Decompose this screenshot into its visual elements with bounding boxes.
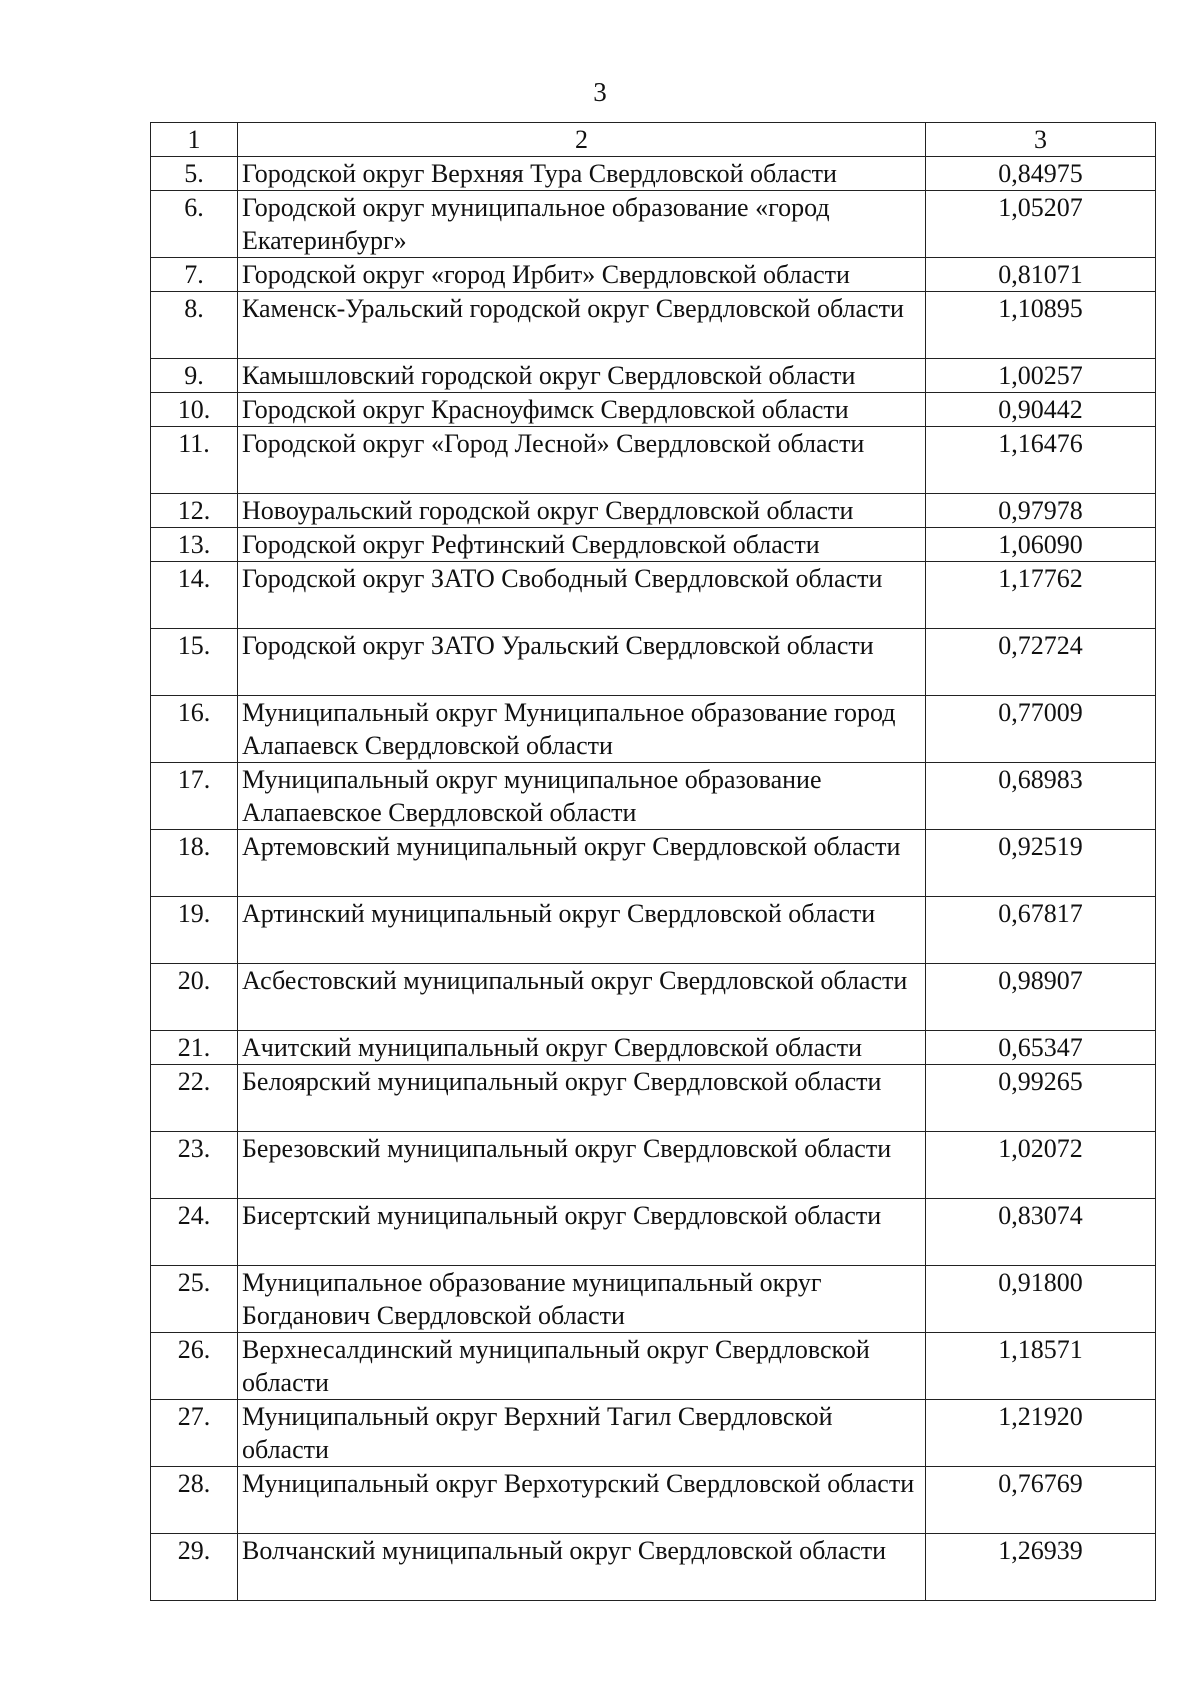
table-row	[151, 393, 1156, 427]
table-row	[151, 427, 1156, 494]
table-row	[151, 359, 1156, 393]
municipality-name-cell: Артинский муниципальный округ Свердловской области	[238, 897, 926, 964]
row-number-cell: 18.	[151, 830, 238, 897]
municipality-name-cell: Асбестовский муниципальный округ Свердловской области	[238, 964, 926, 1031]
table-row	[151, 1266, 1156, 1333]
coefficient-value-cell: 1,02072	[926, 1132, 1156, 1199]
row-number-cell: 15.	[151, 629, 238, 696]
municipality-name-cell: Городской округ ЗАТО Свободный Свердловской области	[238, 562, 926, 629]
municipality-name-cell: Городской округ «город Ирбит» Свердловской области	[238, 258, 926, 292]
row-number-cell: 20.	[151, 964, 238, 1031]
header-cell-name: 2	[238, 123, 926, 157]
municipality-name-cell: Муниципальный округ Муниципальное образование город Алапаевск Свердловской области	[238, 696, 926, 763]
municipality-name-cell: Артемовский муниципальный округ Свердловской области	[238, 830, 926, 897]
header-cell-number: 1	[151, 123, 238, 157]
municipality-name-cell: Березовский муниципальный округ Свердловской области	[238, 1132, 926, 1199]
municipality-name-cell: Городской округ ЗАТО Уральский Свердловской области	[238, 629, 926, 696]
table-row	[151, 528, 1156, 562]
row-number-cell: 12.	[151, 494, 238, 528]
municipality-name-cell: Волчанский муниципальный округ Свердловской области	[238, 1534, 926, 1601]
row-number-cell: 9.	[151, 359, 238, 393]
coefficient-value-cell: 0,65347	[926, 1031, 1156, 1065]
municipality-name-cell: Камышловский городской округ Свердловской области	[238, 359, 926, 393]
coefficient-value-cell: 1,16476	[926, 427, 1156, 494]
municipality-name-cell: Новоуральский городской округ Свердловской области	[238, 494, 926, 528]
row-number-cell: 7.	[151, 258, 238, 292]
coefficient-value-cell: 1,21920	[926, 1400, 1156, 1467]
coefficient-value-cell: 0,98907	[926, 964, 1156, 1031]
municipality-name-cell: Городской округ Красноуфимск Свердловской области	[238, 393, 926, 427]
coefficient-value-cell: 1,05207	[926, 191, 1156, 258]
row-number-cell: 13.	[151, 528, 238, 562]
table-row	[151, 292, 1156, 359]
row-number-cell: 5.	[151, 157, 238, 191]
municipality-name-cell: Муниципальный округ муниципальное образование Алапаевское Свердловской области	[238, 763, 926, 830]
coefficient-value-cell: 0,81071	[926, 258, 1156, 292]
municipality-name-cell: Городской округ муниципальное образование «город Екатеринбург»	[238, 191, 926, 258]
table-row	[151, 258, 1156, 292]
coefficient-value-cell: 0,83074	[926, 1199, 1156, 1266]
table-row	[151, 897, 1156, 964]
page-number: 3	[593, 77, 607, 107]
coefficient-value-cell: 0,97978	[926, 494, 1156, 528]
table-row	[151, 830, 1156, 897]
table-row	[151, 494, 1156, 528]
coefficient-value-cell: 0,68983	[926, 763, 1156, 830]
table-header-row	[151, 123, 1156, 157]
coefficient-value-cell: 0,84975	[926, 157, 1156, 191]
row-number-cell: 25.	[151, 1266, 238, 1333]
table-row	[151, 1031, 1156, 1065]
table-row	[151, 1534, 1156, 1601]
row-number-cell: 29.	[151, 1534, 238, 1601]
municipality-name-cell: Городской округ Рефтинский Свердловской области	[238, 528, 926, 562]
row-number-cell: 22.	[151, 1065, 238, 1132]
table-row	[151, 629, 1156, 696]
row-number-cell: 8.	[151, 292, 238, 359]
row-number-cell: 17.	[151, 763, 238, 830]
coefficient-value-cell: 0,90442	[926, 393, 1156, 427]
municipality-name-cell: Городской округ «Город Лесной» Свердловской области	[238, 427, 926, 494]
table-row	[151, 1467, 1156, 1534]
municipality-name-cell: Бисертский муниципальный округ Свердловской области	[238, 1199, 926, 1266]
table-row	[151, 191, 1156, 258]
row-number-cell: 26.	[151, 1333, 238, 1400]
header-cell-value: 3	[926, 123, 1156, 157]
coefficient-value-cell: 0,76769	[926, 1467, 1156, 1534]
row-number-cell: 19.	[151, 897, 238, 964]
municipality-name-cell: Каменск-Уральский городской округ Свердловской области	[238, 292, 926, 359]
municipality-name-cell: Белоярский муниципальный округ Свердловской области	[238, 1065, 926, 1132]
coefficient-value-cell: 0,92519	[926, 830, 1156, 897]
coefficient-value-cell: 0,67817	[926, 897, 1156, 964]
coefficient-value-cell: 0,72724	[926, 629, 1156, 696]
coefficient-value-cell: 1,06090	[926, 528, 1156, 562]
row-number-cell: 28.	[151, 1467, 238, 1534]
municipality-name-cell: Верхнесалдинский муниципальный округ Свердловской области	[238, 1333, 926, 1400]
table-row	[151, 1065, 1156, 1132]
coefficient-value-cell: 0,91800	[926, 1266, 1156, 1333]
row-number-cell: 6.	[151, 191, 238, 258]
table-row	[151, 1199, 1156, 1266]
coefficient-value-cell: 1,18571	[926, 1333, 1156, 1400]
municipality-name-cell: Ачитский муниципальный округ Свердловской области	[238, 1031, 926, 1065]
row-number-cell: 10.	[151, 393, 238, 427]
coefficient-value-cell: 1,17762	[926, 562, 1156, 629]
row-number-cell: 23.	[151, 1132, 238, 1199]
coefficient-value-cell: 0,77009	[926, 696, 1156, 763]
table-row	[151, 964, 1156, 1031]
table-row	[151, 763, 1156, 830]
coefficient-value-cell: 1,10895	[926, 292, 1156, 359]
municipality-name-cell: Городской округ Верхняя Тура Свердловской области	[238, 157, 926, 191]
row-number-cell: 21.	[151, 1031, 238, 1065]
coefficient-value-cell: 0,99265	[926, 1065, 1156, 1132]
municipality-name-cell: Муниципальное образование муниципальный округ Богданович Свердловской области	[238, 1266, 926, 1333]
municipality-name-cell: Муниципальный округ Верхний Тагил Свердловской области	[238, 1400, 926, 1467]
municipality-name-cell: Муниципальный округ Верхотурский Свердловской области	[238, 1467, 926, 1534]
row-number-cell: 11.	[151, 427, 238, 494]
table-row	[151, 562, 1156, 629]
coefficient-value-cell: 1,00257	[926, 359, 1156, 393]
municipality-table	[150, 122, 1156, 1601]
row-number-cell: 24.	[151, 1199, 238, 1266]
row-number-cell: 14.	[151, 562, 238, 629]
table-row	[151, 1132, 1156, 1199]
table-row	[151, 696, 1156, 763]
table-row	[151, 1400, 1156, 1467]
table-row	[151, 1333, 1156, 1400]
row-number-cell: 27.	[151, 1400, 238, 1467]
coefficient-value-cell: 1,26939	[926, 1534, 1156, 1601]
table-row	[151, 157, 1156, 191]
row-number-cell: 16.	[151, 696, 238, 763]
